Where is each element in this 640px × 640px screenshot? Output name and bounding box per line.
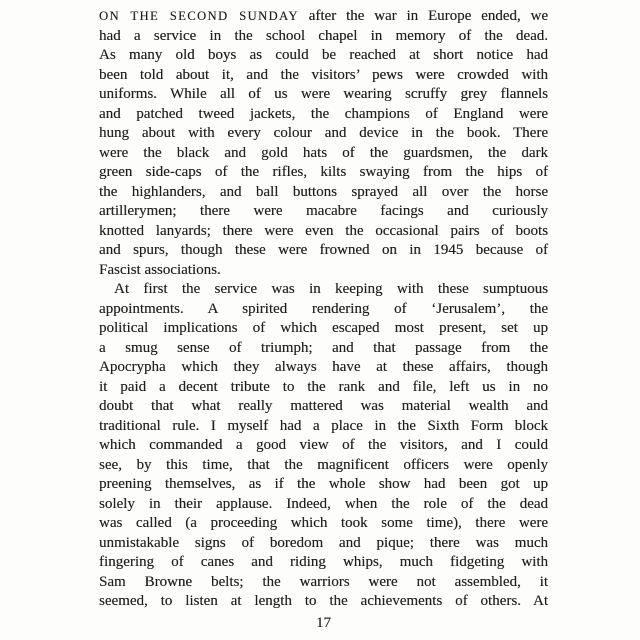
- text-line: artillerymen; there were macabre facings and curiously: [99, 203, 548, 219]
- lead-small-caps: ON THE SECOND SUNDAY: [99, 9, 299, 23]
- text-line: At first the service was in keeping with these sumptuous: [114, 281, 548, 297]
- text-line: and patched tweed jackets, the champions of England were: [99, 105, 548, 122]
- text-line: it paid a decent tribute to the rank and file, left us in no: [99, 378, 548, 395]
- text-line: traditional rule. I myself had a place in the Sixth Form block: [99, 417, 548, 434]
- text-line: and spurs, though these were frowned on in 1945 because of: [99, 242, 548, 258]
- text-line: fingering of canes and riding whips, much fidgeting with: [99, 554, 548, 570]
- text-line: As many old boys as could be reached at short notice had: [99, 47, 548, 63]
- text-line: appointments. A spirited rendering of ‘Jerusalem’, the: [99, 300, 548, 317]
- text-line: preening themselves, as if the whole show had been got up: [99, 476, 548, 492]
- text-line: solely in their applause. Indeed, when the role of the dead: [99, 495, 548, 512]
- text-line: seemed, to listen at length to the achievements of others. At: [99, 593, 548, 609]
- text-line: knotted lanyards; there were even the occasional pairs of boots: [99, 222, 548, 239]
- text-line: see, by this time, that the magnificent officers were openly: [99, 456, 548, 473]
- page-number: 17: [316, 615, 331, 631]
- paragraph: [99, 7, 548, 280]
- text-line: ON THE SECOND SUNDAY after the war in Europe ended, we: [99, 8, 548, 24]
- text-line: Fascist associations.: [99, 261, 221, 278]
- text-line: Sam Browne belts; the warriors were not assembled, it: [99, 573, 548, 590]
- text-line: which commanded a good view of the visitors, and I could: [99, 437, 548, 453]
- text-line: had a service in the school chapel in memory of the dead.: [99, 27, 548, 44]
- text-line: doubt that what really mattered was material wealth and: [99, 398, 548, 414]
- text-line: the highlanders, and ball buttons sprayed all over the horse: [99, 183, 548, 200]
- text-line: were the black and gold hats of the guardsmen, the dark: [99, 144, 548, 161]
- text-line: green side-caps of the rifles, kilts swaying from the hips of: [99, 164, 548, 180]
- paragraph: [99, 280, 548, 612]
- text-line: political implications of which escaped most present, set up: [99, 320, 548, 336]
- text-line: uniforms. While all of us were wearing scruffy grey flannels: [99, 86, 548, 102]
- text-line: hung about with every colour and device in the book. There: [99, 125, 548, 141]
- text-line: unmistakable signs of boredom and pique; there was much: [99, 534, 548, 551]
- text-block: [99, 7, 548, 612]
- text-line: was called (a proceeding which took some time), there were: [99, 515, 548, 531]
- text-line: a smug sense of triumph; and that passage from the: [99, 339, 548, 356]
- text-line: Apocrypha which they always have at these affairs, though: [99, 359, 548, 375]
- text-line: been told about it, and the visitors’ pews were crowded with: [99, 66, 548, 83]
